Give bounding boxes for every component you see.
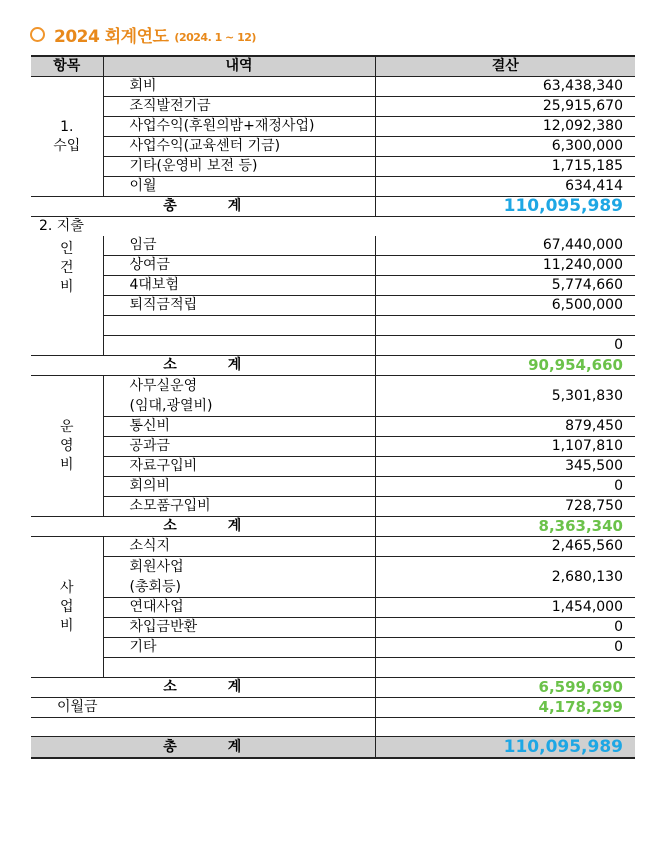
grand-total-row [31,737,635,759]
table-row [31,236,635,256]
table-row [31,497,635,517]
table-row [31,598,635,618]
row-amount: 0 [375,618,635,638]
row-label: 기타(운영비 보전 등) [103,157,375,177]
row-label: 회원사업 (총회등) [103,557,375,598]
income-total-label: 총 계 [31,197,375,217]
row-amount: 1,107,810 [375,437,635,457]
row-amount: 5,301,830 [375,376,635,417]
table-row [31,256,635,276]
row-amount [375,316,635,336]
row-label: 회비 [103,77,375,97]
expense-title: 2. 지출 [39,218,84,234]
table-row [31,557,635,598]
table-row [31,77,635,97]
row-label: 상여금 [103,256,375,276]
table-row [31,157,635,177]
row-amount: 0 [375,336,635,356]
row-label: 사업수익(교육센터 기금) [103,137,375,157]
personnel-group-label: 인 건 비 [31,236,103,356]
row-amount: 12,092,380 [375,117,635,137]
row-label: 차입금반환 [103,618,375,638]
row-amount: 728,750 [375,497,635,517]
row-label: 4대보험 [103,276,375,296]
table-row [31,618,635,638]
row-label: 연대사업 [103,598,375,618]
table-row [31,658,635,678]
table-header-row [31,56,635,77]
row-amount: 345,500 [375,457,635,477]
personnel-subtotal-row [31,356,635,376]
operating-subtotal-label: 소 계 [31,517,375,537]
heading-title: 2024 회계연도 [54,26,169,47]
row-label: 소모품구입비 [103,497,375,517]
row-label: 소식지 [103,537,375,557]
table-row [31,296,635,316]
income-total-amount: 110,095,989 [375,197,635,217]
table-row [31,97,635,117]
table-row [31,336,635,356]
row-amount: 2,680,130 [375,557,635,598]
carryover-label: 이월금 [31,698,375,718]
row-label [103,316,375,336]
row-label: 이월 [103,177,375,197]
expense-title-row [31,217,635,237]
table-row [31,537,635,557]
operating-subtotal-amount: 8,363,340 [375,517,635,537]
income-group-label: 1. 수입 [31,77,103,197]
table-row [31,276,635,296]
row-label [103,658,375,678]
heading-period: (2024. 1 ~ 12) [174,30,256,44]
business-subtotal-row [31,678,635,698]
row-label: 사업수익(후원의밤+재정사업) [103,117,375,137]
row-label: 조직발전기금 [103,97,375,117]
row-amount [375,658,635,678]
business-subtotal-label: 소 계 [31,678,375,698]
income-total-row [31,197,635,217]
row-amount: 1,454,000 [375,598,635,618]
row-amount: 11,240,000 [375,256,635,276]
personnel-subtotal-amount: 90,954,660 [375,356,635,376]
row-amount: 0 [375,638,635,658]
spacer-row [31,718,635,737]
table-row [31,457,635,477]
row-label: 공과금 [103,437,375,457]
row-amount: 63,438,340 [375,77,635,97]
row-amount: 1,715,185 [375,157,635,177]
grand-total-label: 총 계 [31,737,375,759]
row-label: 퇴직금적립 [103,296,375,316]
table-row [31,316,635,336]
row-amount: 67,440,000 [375,236,635,256]
operating-subtotal-row [31,517,635,537]
personnel-subtotal-label: 소 계 [31,356,375,376]
row-amount: 634,414 [375,177,635,197]
table-row [31,477,635,497]
settlement-table [31,55,635,759]
header-result: 결산 [375,56,635,77]
carryover-amount: 4,178,299 [375,698,635,718]
table-row [31,137,635,157]
grand-total-amount: 110,095,989 [375,737,635,759]
operating-group-label: 운 영 비 [31,376,103,517]
table-row [31,177,635,197]
business-subtotal-amount: 6,599,690 [375,678,635,698]
row-amount: 0 [375,477,635,497]
row-label: 사무실운영 (임대,광열비) [103,376,375,417]
row-amount: 879,450 [375,417,635,437]
row-label: 통신비 [103,417,375,437]
row-label [103,336,375,356]
row-label: 임금 [103,236,375,256]
row-label: 회의비 [103,477,375,497]
section-heading [30,22,256,46]
table-row [31,638,635,658]
table-row [31,437,635,457]
row-amount: 6,500,000 [375,296,635,316]
table-row [31,376,635,417]
carryover-row [31,698,635,718]
header-category: 항목 [31,56,103,77]
row-label: 기타 [103,638,375,658]
circle-bullet-icon [30,27,45,42]
row-amount: 6,300,000 [375,137,635,157]
header-detail: 내역 [103,56,375,77]
row-amount: 25,915,670 [375,97,635,117]
row-label: 자료구입비 [103,457,375,477]
row-amount: 5,774,660 [375,276,635,296]
row-amount: 2,465,560 [375,537,635,557]
table-row [31,417,635,437]
table-row [31,117,635,137]
business-group-label: 사 업 비 [31,537,103,678]
